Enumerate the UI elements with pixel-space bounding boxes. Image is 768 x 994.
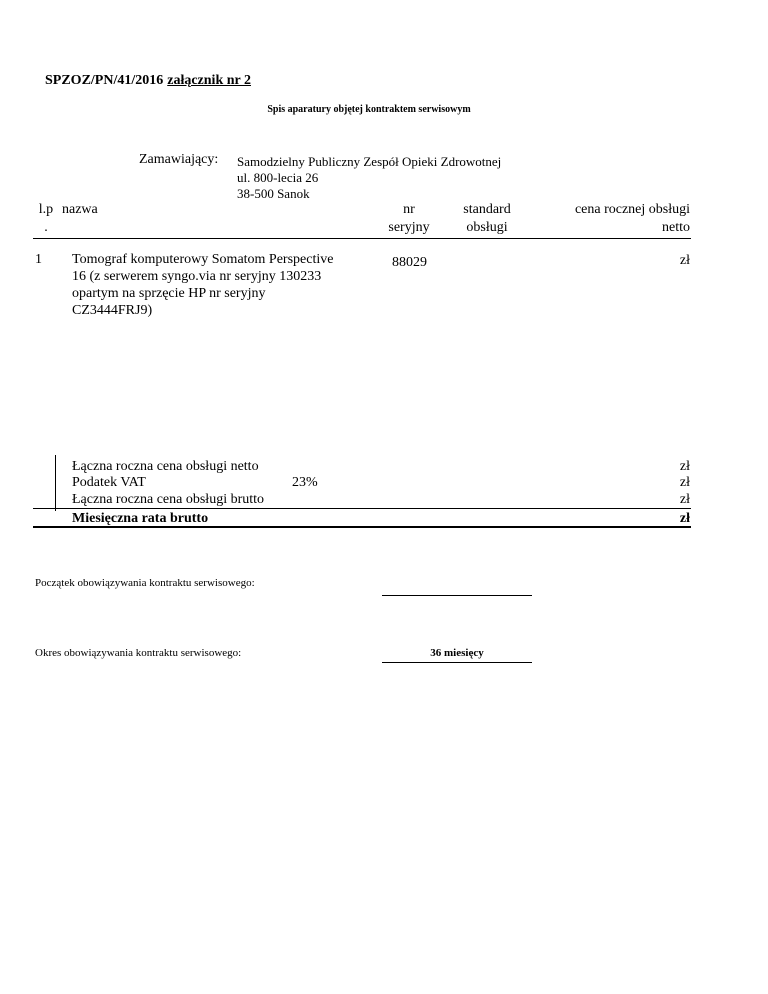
summary-net-label: Łączna roczna cena obsługi netto [72, 459, 259, 474]
reference-number: SPZOZ/PN/41/2016 [45, 73, 164, 88]
summary-monthly-label: Miesięczna rata brutto [72, 511, 209, 526]
document-subtitle: Spis aparatury objętej kontraktem serwisowym [267, 104, 471, 115]
contract-period-underline [382, 662, 532, 663]
column-header-lp-line1: l.p [38, 202, 54, 217]
column-header-lp [33, 201, 59, 237]
row-name-line: 16 (z serwerem syngo.via nr seryjny 130233 [72, 269, 322, 284]
summary-gross-label: Łączna roczna cena obsługi brutto [72, 492, 265, 507]
contract-start-underline [382, 595, 532, 596]
client-street: ul. 800-lecia 26 [237, 170, 319, 185]
summary-vat-value: zł [679, 475, 690, 490]
contract-period-label: Okres obowiązywania kontraktu serwisowego: [35, 647, 242, 659]
row-name [72, 251, 333, 319]
column-header-serial-line2: seryjny [388, 220, 430, 235]
column-header-name: nazwa [62, 202, 98, 217]
row-name-line: opartym na sprzęcie HP nr seryjny [72, 286, 266, 301]
column-header-price-line2: netto [662, 220, 690, 235]
column-header-price [540, 201, 690, 237]
row-lp: 1 [35, 252, 42, 267]
summary-divider [33, 508, 691, 509]
row-price: zł [679, 253, 690, 268]
summary-vat-rate: 23% [292, 475, 318, 490]
contract-start-label: Początek obowiązywania kontraktu serwisowego: [35, 577, 255, 589]
column-header-standard-line1: standard [463, 202, 511, 217]
column-header-standard [447, 201, 527, 237]
summary-gross-value: zł [679, 492, 690, 507]
contract-period-value: 36 miesięcy [430, 647, 484, 659]
summary-net-value: zł [679, 459, 690, 474]
client-name: Samodzielny Publiczny Zespół Opieki Zdrowotnej [237, 154, 502, 169]
column-header-serial [381, 201, 437, 237]
client-label: Zamawiający: [139, 152, 219, 167]
attachment-label: załącznik nr 2 [167, 73, 251, 88]
summary-vat-label: Podatek VAT [72, 475, 146, 490]
column-header-standard-line2: obsługi [466, 220, 508, 235]
header-divider [33, 238, 691, 239]
client-city: 38-500 Sanok [237, 186, 310, 201]
row-serial: 88029 [392, 255, 427, 270]
row-name-line: CZ3444FRJ9) [72, 303, 153, 318]
column-header-lp-line2: . [44, 220, 48, 235]
row-name-line: Tomograf komputerowy Somatom Perspective [72, 252, 334, 267]
summary-bottom-border [33, 526, 691, 528]
column-header-price-line1: cena rocznej obsługi [574, 202, 690, 217]
column-header-serial-line1: nr [403, 202, 415, 217]
summary-left-border [55, 455, 56, 511]
document-title [45, 73, 251, 89]
summary-monthly-value: zł [679, 511, 690, 526]
